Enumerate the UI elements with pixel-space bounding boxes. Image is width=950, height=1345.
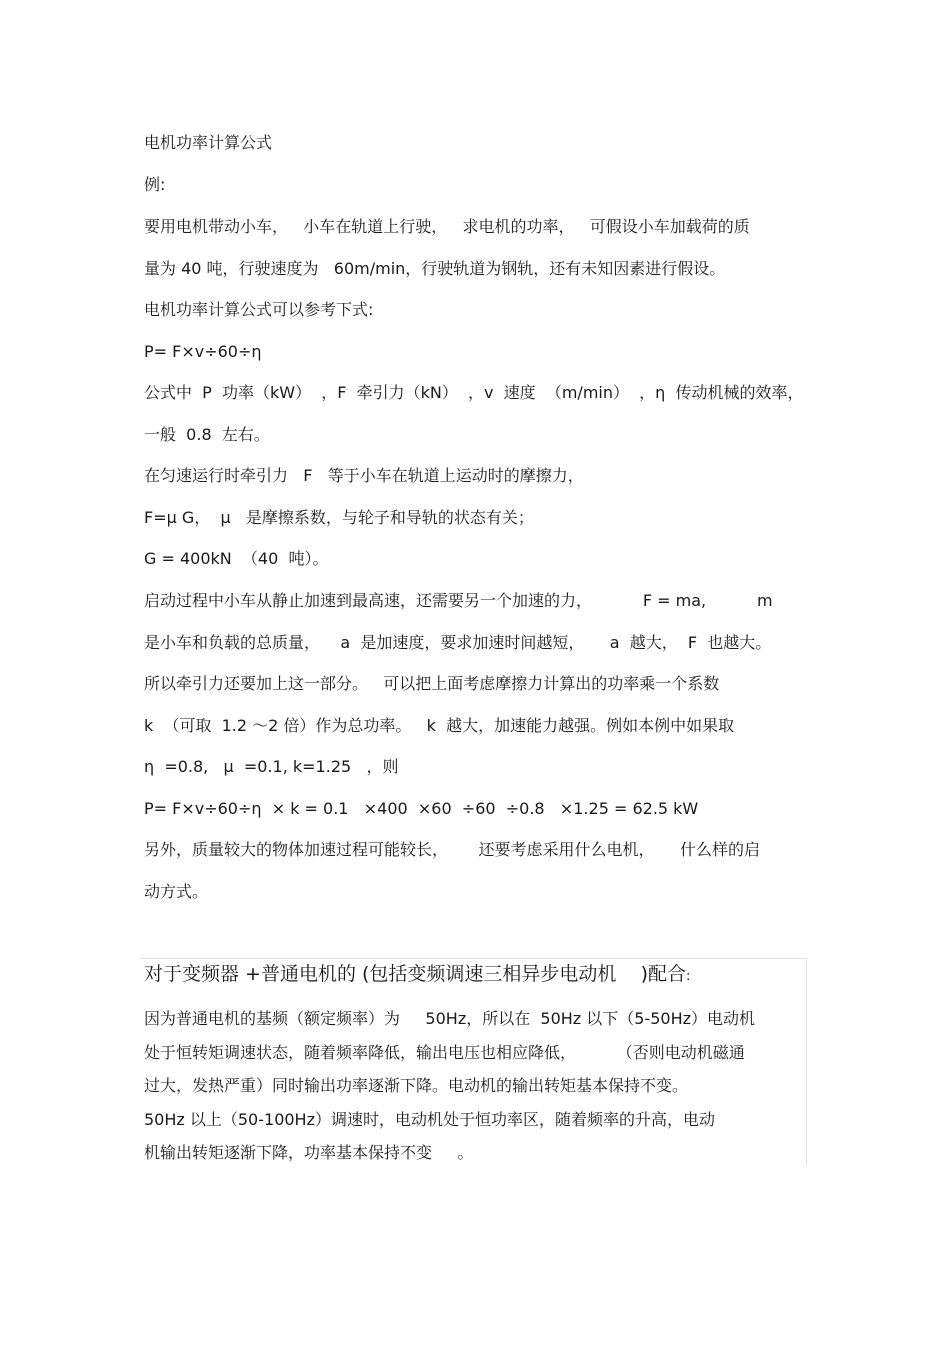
text-line: 是小车和负载的总质量， a 是加速度，要求加速时间越短， a 越大， F 也越大。 — [144, 633, 772, 652]
section-line: 因为普通电机的基频（额定频率）为 50Hz，所以在 50Hz 以下（5-50Hz）电动机 — [144, 1009, 756, 1028]
text-line: 一般 0.8 左右。 — [144, 425, 270, 444]
text-line: 量为 40 吨，行驶速度为 60m/min，行驶轨道为钢轨，还有未知因素进行假设。 — [144, 259, 726, 278]
section-line: 机输出转矩逐渐下降，功率基本保持不变 。 — [144, 1143, 474, 1162]
section-heading-text: 对于变频器 +普通电机的 (包括变频调速三相异步电动机 )配合 — [144, 963, 686, 985]
text-line: 动方式。 — [144, 882, 209, 901]
text-line: 要用电机带动小车， 小车在轨道上行驶， 求电机的功率， 可假设小车加载荷的质 — [144, 217, 750, 236]
text-line: 所以牵引力还要加上这一部分。 可以把上面考虑摩擦力计算出的功率乘一个系数 — [144, 674, 720, 693]
section-line: 处于恒转矩调速状态，随着频率降低，输出电压也相应降低， （否则电动机磁通 — [144, 1043, 745, 1062]
document-title: 电机功率计算公式 — [144, 133, 273, 152]
text-line: F=μ G， μ 是摩擦系数，与轮子和导轨的状态有关； — [144, 508, 534, 527]
formula-line: P= F×v÷60÷η — [144, 342, 262, 361]
section-line: 50Hz 以上（50-100Hz）调速时，电动机处于恒功率区，随着频率的升高，电动 — [144, 1110, 715, 1129]
text-line: G = 400kN （40 吨）。 — [144, 549, 329, 568]
text-line: 例: — [144, 175, 166, 194]
text-line: 在匀速运行时牵引力 F 等于小车在轨道上运动时的摩擦力， — [144, 466, 584, 485]
text-line: η =0.8, μ =0.1, k=1.25 ，则 — [144, 757, 399, 776]
section-heading-colon: : — [685, 969, 691, 984]
section-line: 过大，发热严重）同时输出功率逐渐下降。电动机的输出转矩基本保持不变。 — [144, 1076, 689, 1095]
text-line: 另外，质量较大的物体加速过程可能较长， 还要考虑采用什么电机， 什么样的启 — [144, 840, 760, 859]
text-line: 启动过程中小车从静止加速到最高速，还需要另一个加速的力， F = ma, m — [144, 591, 773, 610]
section-heading — [144, 962, 690, 989]
text-line: k （可取 1.2 ～2 倍）作为总功率。 k 越大，加速能力越强。例如本例中如果取 — [144, 716, 735, 735]
formula-line: P= F×v÷60÷η × k = 0.1 ×400 ×60 ÷60 ÷0.8 ×1.25 = 62.5 kW — [144, 799, 699, 818]
text-line: 电机功率计算公式可以参考下式: — [144, 300, 374, 319]
text-line: 公式中 P 功率（kW） ，F 牵引力（kN） ，v 速度 （m/min） ，η 传动机械的效率， — [144, 383, 804, 402]
